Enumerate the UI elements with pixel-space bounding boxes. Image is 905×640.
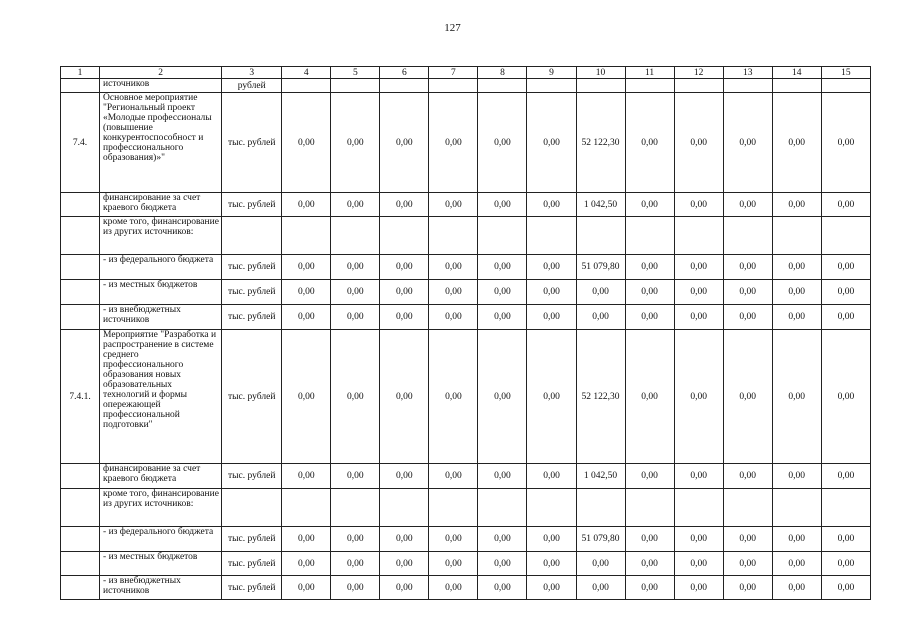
value-cell-col-6: 0,00 [380,527,429,552]
value-cell-col-4: 0,00 [282,305,331,330]
value-cell-col-6 [380,217,429,255]
value-cell-col-15: 0,00 [821,552,870,576]
row-number-cell [61,489,100,527]
row-name-cell: - из местных бюджетов [100,280,222,305]
value-cell-col-7 [429,489,478,527]
value-cell-col-14: 0,00 [772,280,821,305]
value-cell-col-4: 0,00 [282,193,331,217]
value-cell-col-5: 0,00 [331,305,380,330]
value-cell-col-7: 0,00 [429,93,478,193]
value-cell-col-7: 0,00 [429,193,478,217]
value-cell-col-5: 0,00 [331,330,380,464]
value-cell-col-8 [478,79,527,93]
value-cell-col-5 [331,489,380,527]
table-row [61,79,871,93]
unit-cell: тыс. рублей [222,193,282,217]
value-cell-col-10 [576,79,625,93]
value-cell-col-8 [478,217,527,255]
row-name-cell: финансирование за счет краевого бюджета [100,464,222,489]
value-cell-col-10: 0,00 [576,305,625,330]
value-cell-col-6: 0,00 [380,552,429,576]
value-cell-col-7 [429,79,478,93]
value-cell-col-15: 0,00 [821,305,870,330]
value-cell-col-8: 0,00 [478,193,527,217]
value-cell-col-14: 0,00 [772,193,821,217]
value-cell-col-13: 0,00 [723,280,772,305]
row-number-cell [61,305,100,330]
table-row [61,527,871,552]
row-number-cell: 7.4.1. [61,330,100,464]
row-name-cell: - из федерального бюджета [100,527,222,552]
row-name-cell: кроме того, финансирование из других источников: [100,489,222,527]
row-name-cell: - из местных бюджетов [100,552,222,576]
unit-cell: тыс. рублей [222,576,282,600]
value-cell-col-8: 0,00 [478,255,527,280]
header-cell-10: 10 [576,67,625,79]
value-cell-col-9: 0,00 [527,576,576,600]
value-cell-col-6: 0,00 [380,305,429,330]
value-cell-col-13: 0,00 [723,305,772,330]
value-cell-col-15: 0,00 [821,527,870,552]
value-cell-col-15: 0,00 [821,576,870,600]
unit-cell: тыс. рублей [222,255,282,280]
value-cell-col-8 [478,489,527,527]
value-cell-col-11: 0,00 [625,255,674,280]
value-cell-col-12: 0,00 [674,330,723,464]
value-cell-col-10: 1 042,50 [576,464,625,489]
value-cell-col-12: 0,00 [674,93,723,193]
value-cell-col-6: 0,00 [380,255,429,280]
value-cell-col-11: 0,00 [625,552,674,576]
value-cell-col-10 [576,217,625,255]
value-cell-col-5: 0,00 [331,464,380,489]
value-cell-col-6 [380,79,429,93]
header-cell-13: 13 [723,67,772,79]
row-name-cell: Мероприятие "Разработка и распространение в системе среднего профессионального образования новых образовательных технологий и формы опережающей профессиональной подготовки" [100,330,222,464]
row-number-cell [61,464,100,489]
value-cell-col-4: 0,00 [282,464,331,489]
value-cell-col-6: 0,00 [380,576,429,600]
row-name-cell: - из федерального бюджета [100,255,222,280]
value-cell-col-13: 0,00 [723,576,772,600]
value-cell-col-7: 0,00 [429,255,478,280]
header-cell-12: 12 [674,67,723,79]
value-cell-col-15 [821,217,870,255]
value-cell-col-15: 0,00 [821,255,870,280]
value-cell-col-13: 0,00 [723,255,772,280]
value-cell-col-5 [331,217,380,255]
header-cell-14: 14 [772,67,821,79]
value-cell-col-13: 0,00 [723,464,772,489]
value-cell-col-8: 0,00 [478,576,527,600]
value-cell-col-7 [429,217,478,255]
value-cell-col-13: 0,00 [723,330,772,464]
value-cell-col-14: 0,00 [772,576,821,600]
value-cell-col-15: 0,00 [821,193,870,217]
value-cell-col-13: 0,00 [723,552,772,576]
value-cell-col-4: 0,00 [282,93,331,193]
header-cell-11: 11 [625,67,674,79]
value-cell-col-9: 0,00 [527,330,576,464]
header-cell-8: 8 [478,67,527,79]
value-cell-col-14: 0,00 [772,552,821,576]
value-cell-col-10: 0,00 [576,552,625,576]
value-cell-col-6: 0,00 [380,330,429,464]
header-cell-7: 7 [429,67,478,79]
value-cell-col-10: 0,00 [576,280,625,305]
value-cell-col-11: 0,00 [625,576,674,600]
value-cell-col-14: 0,00 [772,527,821,552]
row-name-cell: Основное мероприятие "Региональный проект «Молодые профессионалы (повышение конкурентоспособност и профессионального образования)»" [100,93,222,193]
value-cell-col-5: 0,00 [331,527,380,552]
value-cell-col-4: 0,00 [282,255,331,280]
value-cell-col-8: 0,00 [478,330,527,464]
row-name-cell: - из внебюджетных источников [100,576,222,600]
value-cell-col-4 [282,217,331,255]
value-cell-col-9: 0,00 [527,552,576,576]
row-number-cell [61,552,100,576]
value-cell-col-11 [625,79,674,93]
row-number-cell [61,217,100,255]
value-cell-col-4: 0,00 [282,527,331,552]
value-cell-col-8: 0,00 [478,93,527,193]
table-row [61,489,871,527]
value-cell-col-15: 0,00 [821,464,870,489]
value-cell-col-11: 0,00 [625,527,674,552]
table-row [61,255,871,280]
row-number-cell [61,193,100,217]
value-cell-col-4: 0,00 [282,330,331,464]
table-row [61,552,871,576]
unit-cell: тыс. рублей [222,552,282,576]
row-number-cell [61,79,100,93]
value-cell-col-6: 0,00 [380,193,429,217]
unit-cell [222,217,282,255]
value-cell-col-13 [723,79,772,93]
table-row [61,576,871,600]
value-cell-col-12 [674,489,723,527]
unit-cell: тыс. рублей [222,330,282,464]
value-cell-col-13 [723,217,772,255]
value-cell-col-8: 0,00 [478,280,527,305]
table-row [61,217,871,255]
value-cell-col-14 [772,489,821,527]
row-name-cell: источников [100,79,222,93]
value-cell-col-11: 0,00 [625,330,674,464]
value-cell-col-7: 0,00 [429,330,478,464]
value-cell-col-8: 0,00 [478,552,527,576]
page-number: 127 [444,22,461,34]
value-cell-col-15: 0,00 [821,280,870,305]
value-cell-col-12: 0,00 [674,552,723,576]
header-cell-6: 6 [380,67,429,79]
row-number-cell: 7.4. [61,93,100,193]
value-cell-col-6: 0,00 [380,280,429,305]
value-cell-col-9 [527,217,576,255]
value-cell-col-11: 0,00 [625,280,674,305]
value-cell-col-9: 0,00 [527,280,576,305]
row-name-cell: финансирование за счет краевого бюджета [100,193,222,217]
value-cell-col-11 [625,217,674,255]
value-cell-col-8: 0,00 [478,464,527,489]
value-cell-col-6: 0,00 [380,464,429,489]
value-cell-col-14: 0,00 [772,305,821,330]
row-number-cell [61,576,100,600]
row-name-cell: кроме того, финансирование из других источников: [100,217,222,255]
value-cell-col-15: 0,00 [821,93,870,193]
value-cell-col-10: 51 079,80 [576,255,625,280]
value-cell-col-11: 0,00 [625,93,674,193]
budget-table [60,66,871,600]
header-cell-15: 15 [821,67,870,79]
value-cell-col-5: 0,00 [331,93,380,193]
value-cell-col-10: 51 079,80 [576,527,625,552]
unit-cell: рублей [222,79,282,93]
value-cell-col-7: 0,00 [429,464,478,489]
value-cell-col-14: 0,00 [772,93,821,193]
value-cell-col-12: 0,00 [674,527,723,552]
value-cell-col-4: 0,00 [282,280,331,305]
value-cell-col-9: 0,00 [527,93,576,193]
header-cell-2: 2 [100,67,222,79]
header-row [61,67,871,79]
value-cell-col-15 [821,489,870,527]
table-row [61,93,871,193]
value-cell-col-7: 0,00 [429,305,478,330]
value-cell-col-7: 0,00 [429,527,478,552]
value-cell-col-11: 0,00 [625,464,674,489]
value-cell-col-9: 0,00 [527,527,576,552]
value-cell-col-13: 0,00 [723,527,772,552]
value-cell-col-10 [576,489,625,527]
table-row [61,330,871,464]
header-cell-9: 9 [527,67,576,79]
value-cell-col-5 [331,79,380,93]
value-cell-col-12: 0,00 [674,255,723,280]
unit-cell: тыс. рублей [222,280,282,305]
value-cell-col-5: 0,00 [331,576,380,600]
table-row [61,280,871,305]
value-cell-col-14 [772,79,821,93]
value-cell-col-5: 0,00 [331,193,380,217]
value-cell-col-5: 0,00 [331,552,380,576]
value-cell-col-4 [282,79,331,93]
value-cell-col-9: 0,00 [527,255,576,280]
unit-cell: тыс. рублей [222,305,282,330]
value-cell-col-12: 0,00 [674,193,723,217]
value-cell-col-8: 0,00 [478,527,527,552]
value-cell-col-10: 52 122,30 [576,330,625,464]
value-cell-col-4: 0,00 [282,576,331,600]
row-name-cell: - из внебюджетных источников [100,305,222,330]
table-row [61,193,871,217]
value-cell-col-6: 0,00 [380,93,429,193]
value-cell-col-8: 0,00 [478,305,527,330]
value-cell-col-13: 0,00 [723,193,772,217]
header-cell-3: 3 [222,67,282,79]
value-cell-col-11: 0,00 [625,305,674,330]
value-cell-col-7: 0,00 [429,552,478,576]
value-cell-col-14: 0,00 [772,255,821,280]
value-cell-col-12: 0,00 [674,464,723,489]
value-cell-col-4: 0,00 [282,552,331,576]
header-cell-1: 1 [61,67,100,79]
row-number-cell [61,527,100,552]
value-cell-col-5: 0,00 [331,255,380,280]
header-cell-4: 4 [282,67,331,79]
value-cell-col-14: 0,00 [772,464,821,489]
row-number-cell [61,255,100,280]
unit-cell: тыс. рублей [222,464,282,489]
value-cell-col-5: 0,00 [331,280,380,305]
value-cell-col-9 [527,79,576,93]
value-cell-col-12: 0,00 [674,305,723,330]
value-cell-col-14 [772,217,821,255]
value-cell-col-12 [674,79,723,93]
value-cell-col-15 [821,79,870,93]
value-cell-col-7: 0,00 [429,280,478,305]
table-row [61,305,871,330]
unit-cell: тыс. рублей [222,93,282,193]
value-cell-col-9: 0,00 [527,464,576,489]
value-cell-col-13: 0,00 [723,93,772,193]
value-cell-col-12: 0,00 [674,280,723,305]
value-cell-col-9: 0,00 [527,305,576,330]
header-cell-5: 5 [331,67,380,79]
unit-cell [222,489,282,527]
value-cell-col-13 [723,489,772,527]
value-cell-col-7: 0,00 [429,576,478,600]
value-cell-col-11 [625,489,674,527]
value-cell-col-6 [380,489,429,527]
value-cell-col-10: 1 042,50 [576,193,625,217]
value-cell-col-15: 0,00 [821,330,870,464]
value-cell-col-10: 0,00 [576,576,625,600]
value-cell-col-10: 52 122,30 [576,93,625,193]
row-number-cell [61,280,100,305]
table-row [61,464,871,489]
value-cell-col-4 [282,489,331,527]
unit-cell: тыс. рублей [222,527,282,552]
value-cell-col-12 [674,217,723,255]
value-cell-col-9: 0,00 [527,193,576,217]
value-cell-col-9 [527,489,576,527]
value-cell-col-12: 0,00 [674,576,723,600]
value-cell-col-11: 0,00 [625,193,674,217]
value-cell-col-14: 0,00 [772,330,821,464]
